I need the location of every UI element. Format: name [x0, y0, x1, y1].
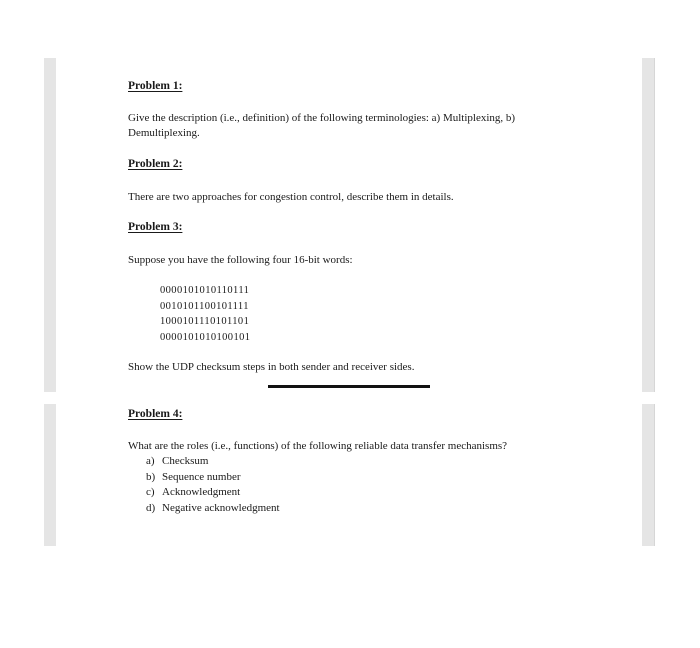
problem-3-title: Problem 3:: [128, 221, 183, 233]
list-item: [146, 454, 280, 470]
list-item-label: Negative acknowledgment: [162, 501, 280, 514]
mechanisms-list: [146, 454, 280, 516]
page-break-divider: [268, 385, 430, 388]
list-item-label: Acknowledgment: [162, 486, 241, 498]
problem-2-title: Problem 2:: [128, 158, 183, 170]
right-page-edge-top: [642, 58, 655, 392]
list-item: [146, 470, 280, 486]
problem-4-intro: What are the roles (i.e., functions) of the following reliable data transfer mechanisms?: [128, 440, 508, 452]
right-page-edge-bottom: [642, 404, 655, 546]
list-item: [146, 485, 280, 501]
problem-3-intro: Suppose you have the following four 16-bit words:: [128, 254, 353, 266]
problem-4-title: Problem 4:: [128, 408, 183, 420]
binary-word: 0000101010100101: [160, 331, 251, 343]
list-item: [146, 501, 280, 517]
list-marker: c): [146, 486, 155, 498]
binary-word: 0000101010110111: [160, 285, 250, 296]
list-item-label: Checksum: [162, 455, 209, 467]
binary-words-list: [160, 283, 250, 345]
binary-word: 1000101110101101: [160, 316, 250, 327]
problem-1-title: Problem 1:: [128, 80, 183, 92]
page-2: [56, 404, 642, 546]
problem-3-outro: Show the UDP checksum steps in both sender and receiver sides.: [128, 361, 415, 373]
list-marker: d): [146, 501, 156, 514]
problem-1-text-line-2: Demultiplexing.: [128, 127, 200, 139]
list-item-label: Sequence number: [162, 470, 241, 483]
list-marker: b): [146, 470, 156, 483]
problem-2-text: There are two approaches for congestion control, describe them in details.: [128, 191, 454, 203]
problem-1-text-line-1: Give the description (i.e., definition) of the following terminologies: a) Multiplexing, b): [128, 112, 516, 124]
list-marker: a): [146, 455, 155, 467]
binary-word: 0010101100101111: [160, 300, 249, 312]
